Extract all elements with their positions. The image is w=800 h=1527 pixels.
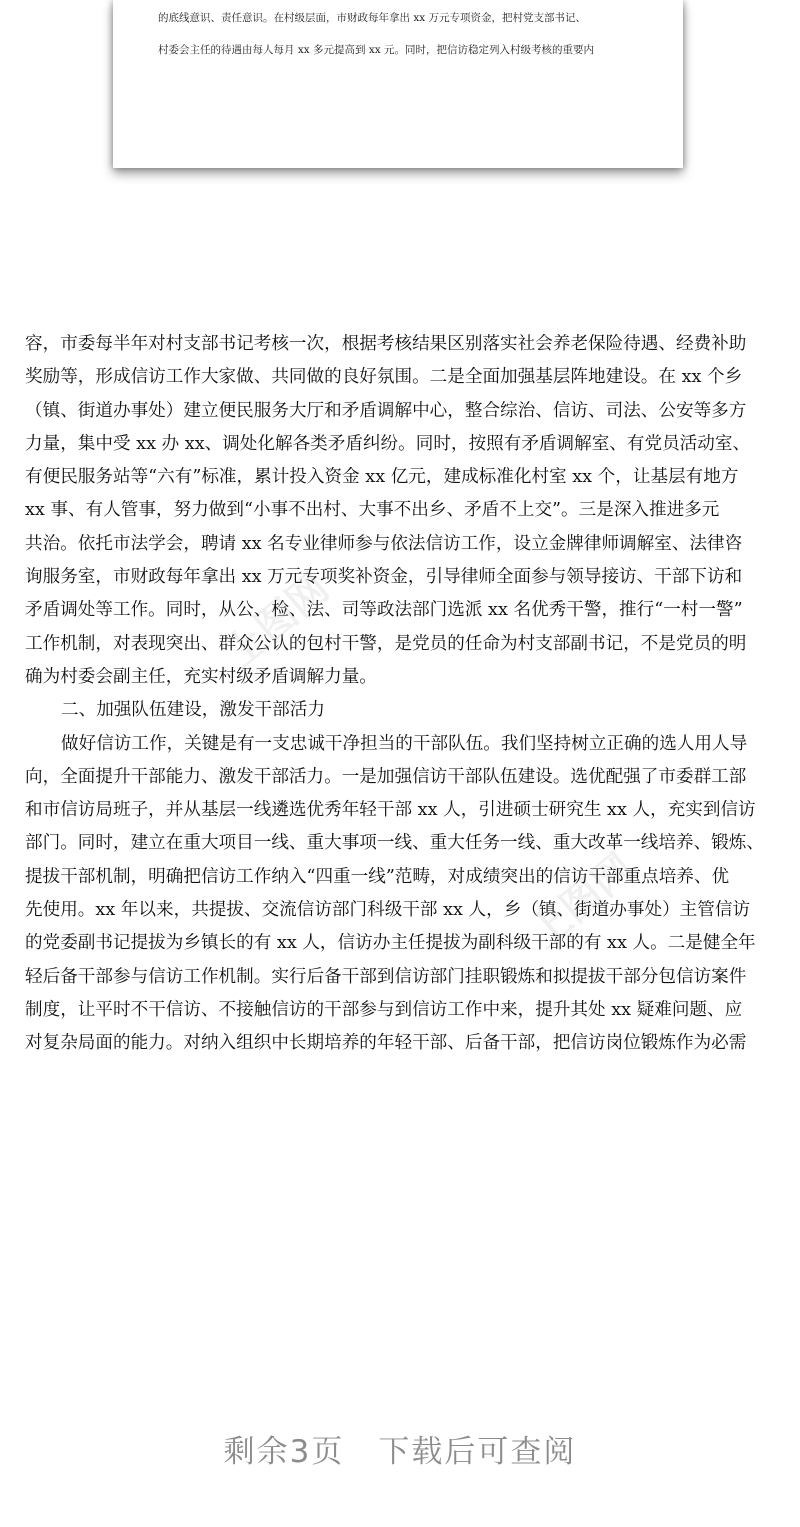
text-line: 轻后备干部参与信访工作机制。实行后备干部到信访部门挂职锻炼和拟提拔干部分包信访案件 <box>25 966 747 987</box>
watermark-text: 上图网 <box>521 844 643 958</box>
text-line: xx 事、有人管事，努力做到“小事不出村、大事不出乡、矛盾不上交”。三是深入推进多元 <box>25 500 720 521</box>
download-label: 下载后可查阅 <box>378 1434 577 1470</box>
text-line: 工作机制，对表现突出、群众公认的包村干警，是党员的任命为村支部副书记，不是党员的明 <box>25 633 747 654</box>
preview-line: 村委会主任的待遇由每人每月 xx 多元提高到 xx 元。同时，把信访稳定列入村级考核的重要内 <box>158 44 595 56</box>
text-line: 确为村委会副主任，充实村级矛盾调解力量。 <box>25 666 377 687</box>
text-line: 容，市委每半年对村支部书记考核一次，根据考核结果区别落实社会养老保险待遇、经费补助 <box>25 334 747 354</box>
text-line: 的党委副书记提拔为乡镇长的有 xx 人，信访办主任提拔为副科级干部的有 xx 人。二是健全年 <box>25 933 756 954</box>
text-line: （镇、街道办事处）建立便民服务大厅和矛盾调解中心，整合综治、信访、司法、公安等多方 <box>25 400 747 421</box>
previous-page-preview <box>113 0 683 168</box>
text-line: 提拔干部机制，明确把信访工作纳入“四重一线”范畴，对成绩突出的信访干部重点培养、优 <box>25 866 730 887</box>
text-line: 有便民服务站等“六有”标准，累计投入资金 xx 亿元，建成标准化村室 xx 个，让基层有地方 <box>25 467 739 488</box>
watermark-text: 上图网 <box>216 564 338 678</box>
text-line: 共治。依托市法学会，聘请 xx 名专业律师参与依法信访工作，设立金牌律师调解室、法律咨 <box>25 533 743 554</box>
text-line: 做好信访工作，关键是有一支忠诚干净担当的干部队伍。我们坚持树立正确的选人用人导 <box>61 733 748 754</box>
text-line: 向，全面提升干部能力、激发干部活力。一是加强信访干部队伍建设。选优配强了市委群工部 <box>25 766 747 787</box>
text-line: 力量，集中受 xx 办 xx、调处化解各类矛盾纠纷。同时，按照有矛盾调解室、有党员活动室、 <box>25 433 751 454</box>
text-line: 先使用。xx 年以来，共提拔、交流信访部门科级干部 xx 人，乡（镇、街道办事处）主管信访 <box>25 900 751 921</box>
text-line: 对复杂局面的能力。对纳入组织中长期培养的年轻干部、后备干部，把信访岗位锻炼作为必需 <box>25 1033 747 1054</box>
preview-line: 的底线意识、责任意识。在村级层面，市财政每年拿出 xx 万元专项资金，把村党支部书记、 <box>158 12 587 24</box>
document-body <box>25 328 780 1061</box>
text-line: 奖励等，形成信访工作大家做、共同做的良好氛围。二是全面加强基层阵地建设。在 xx 个乡 <box>25 367 743 388</box>
text-line: 和市信访局班子，并从基层一线遴选优秀年轻干部 xx 人，引进硕士研究生 xx 人，充实到信访 <box>25 800 756 821</box>
text-line: 询服务室，市财政每年拿出 xx 万元专项奖补资金，引导律师全面参与领导接访、干部下访和 <box>25 567 743 588</box>
download-to-view-button[interactable] <box>0 1426 800 1471</box>
remaining-pages-label: 剩余3页 <box>223 1434 345 1470</box>
text-line: 部门。同时，建立在重大项目一线、重大事项一线、重大任务一线、重大改革一线培养、锻炼、 <box>25 833 764 854</box>
text-line: 制度，让平时不干信访、不接触信访的干部参与到信访工作中来，提升其处 xx 疑难问题、应 <box>25 999 743 1020</box>
text-line: 矛盾调处等工作。同时，从公、检、法、司等政法部门选派 xx 名优秀干警，推行“一村一警” <box>25 600 743 621</box>
section-heading: 二、加强队伍建设，激发干部活力 <box>61 700 325 721</box>
